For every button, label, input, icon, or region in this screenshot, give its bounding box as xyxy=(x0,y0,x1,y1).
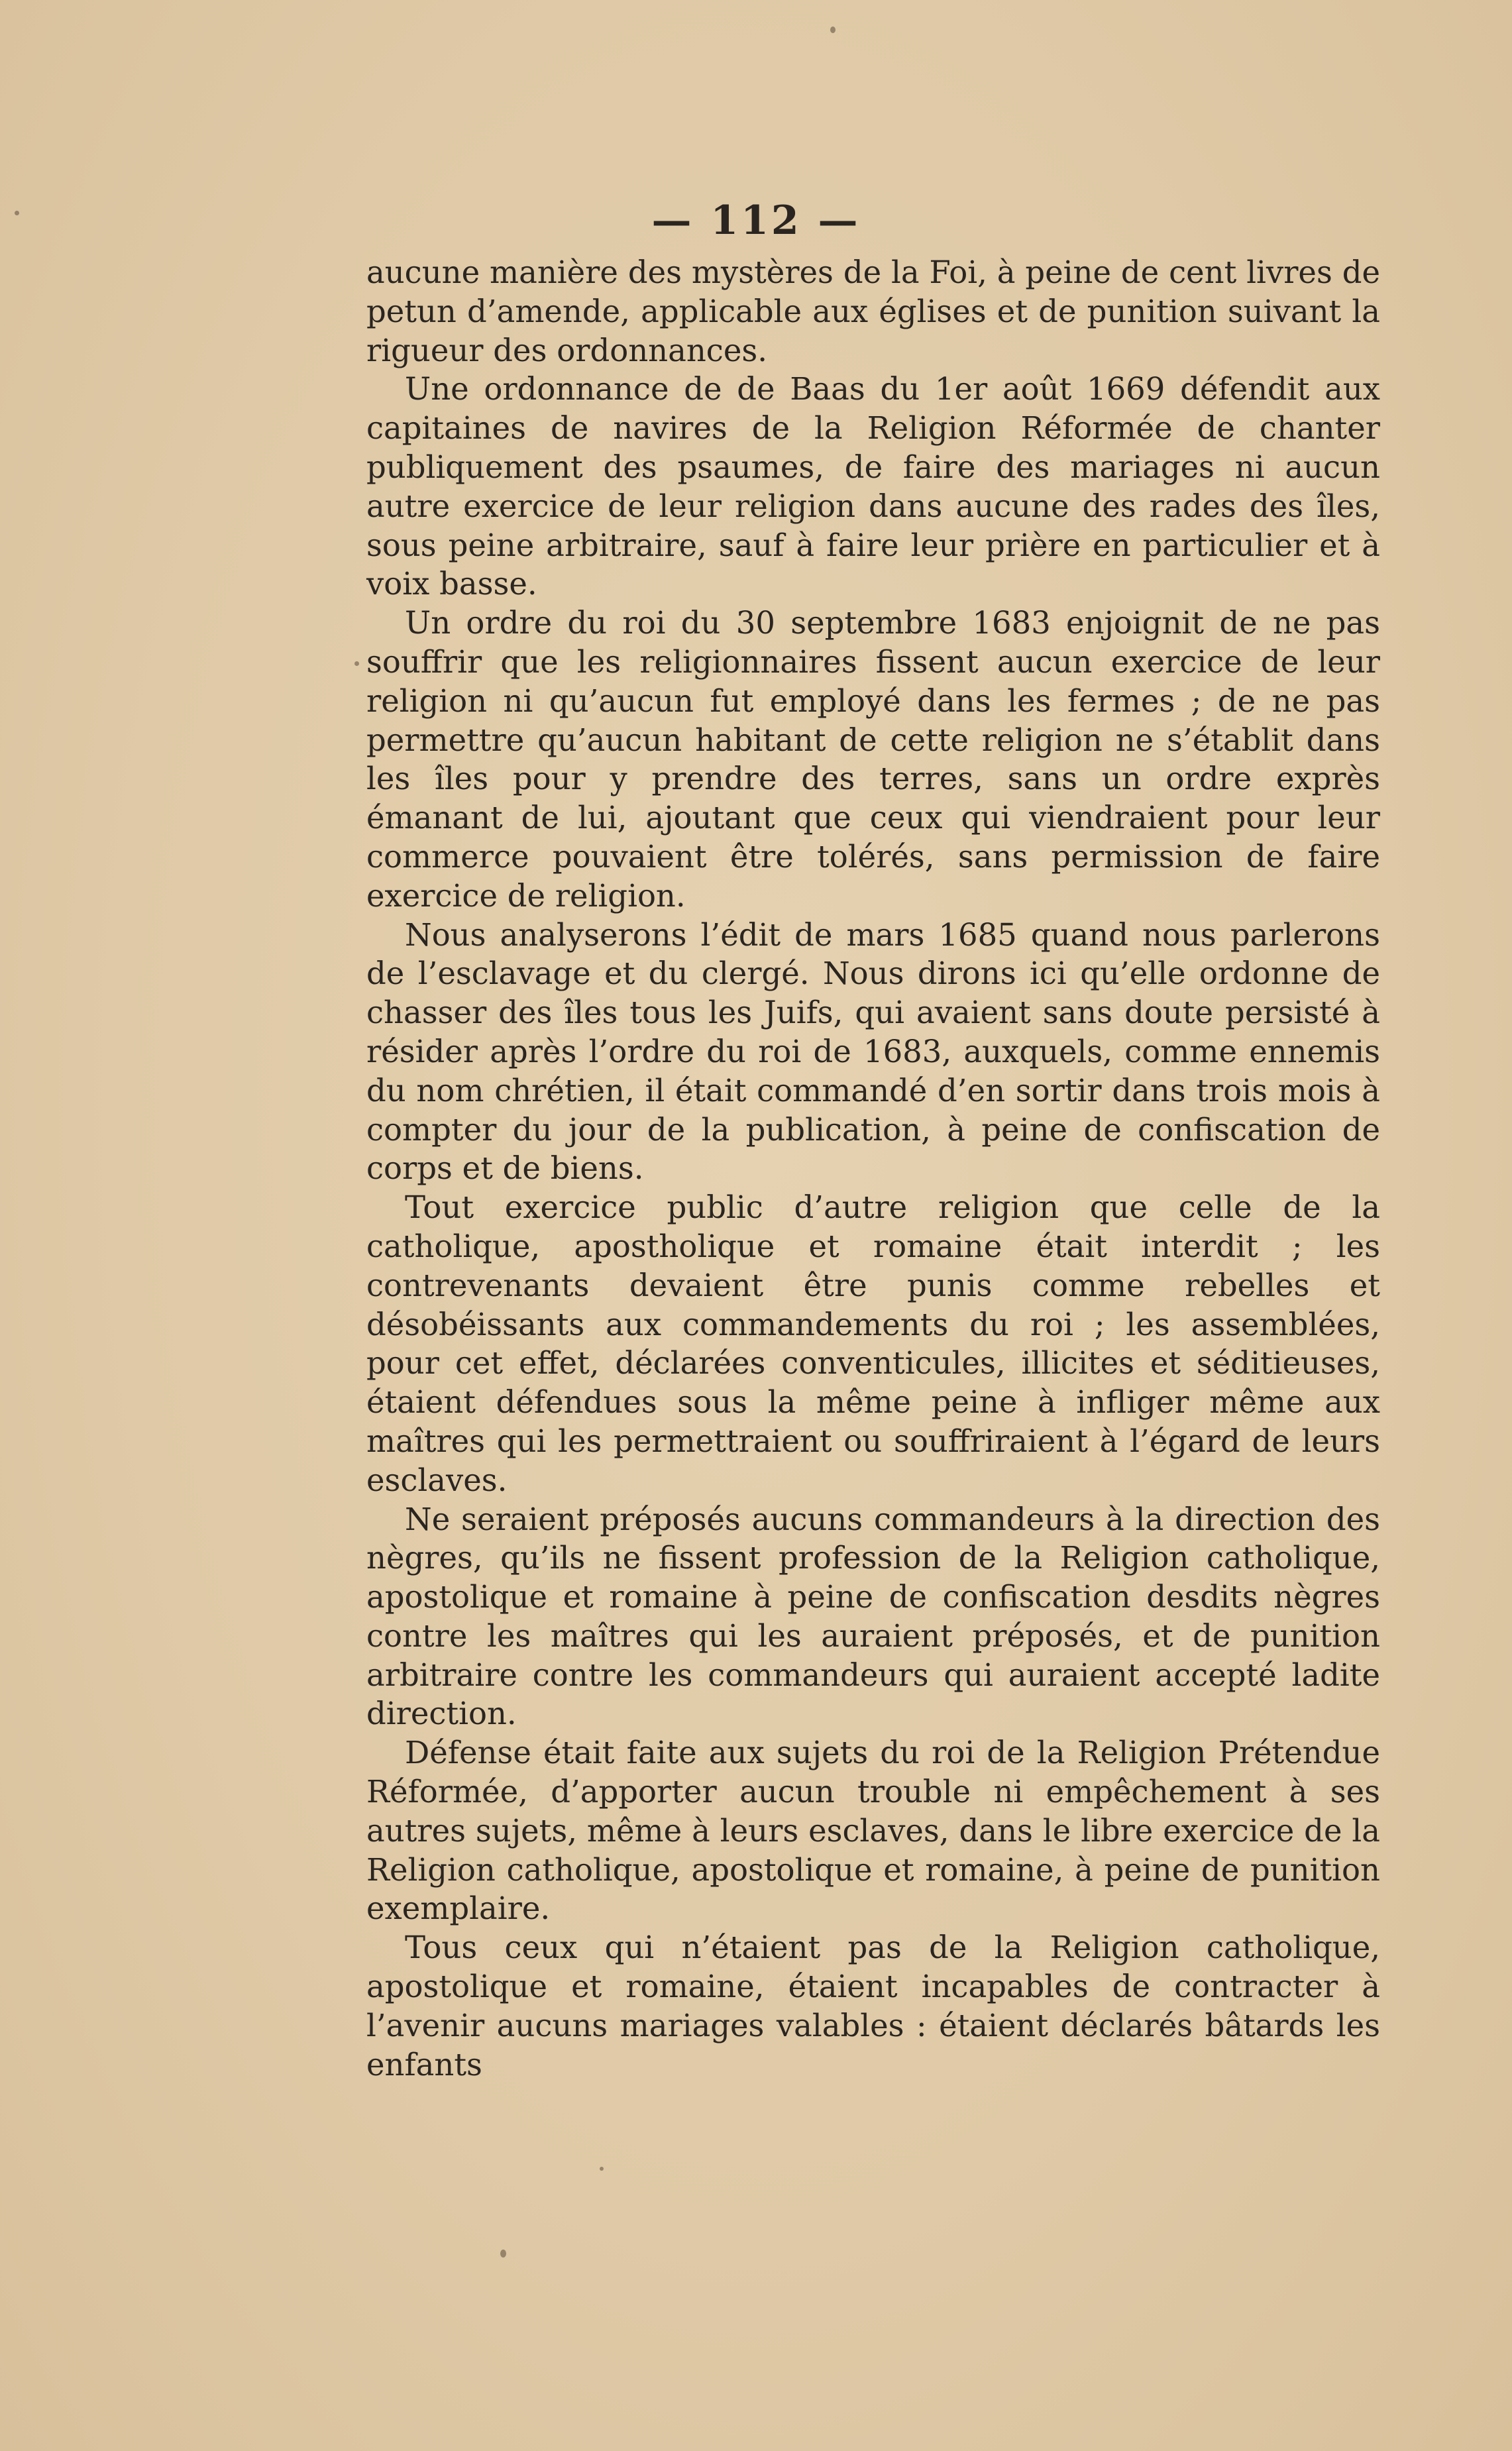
paper-speck xyxy=(600,2167,604,2171)
paper-speck xyxy=(354,661,359,666)
body-text xyxy=(366,253,1380,2084)
paragraph: Un ordre du roi du 30 septembre 1683 enjoignit de ne pas souffrir que les religionnaires fissent aucun exercice de leur religion ni qu’aucun fut employé dans les fermes ; de ne pas permettre qu’aucun habitant de cette religion ne s’établit dans les îles pour y prendre des terres, sans un ordre exprès émanant de lui, ajoutant que ceux qui viendraient pour leur commerce pouvaient être tolérés, sans permission de faire exercice de religion. xyxy=(366,605,1380,914)
paragraph: Tous ceux qui n’étaient pas de la Religion catholique, apostolique et romaine, étaient incapables de contracter à l’avenir aucuns mariages valables : étaient déclarés bâtards les enfants xyxy=(366,1930,1380,2083)
page-number: — 112 — xyxy=(651,197,861,244)
paragraph: Une ordonnance de de Baas du 1er août 1669 défendit aux capitaines de navires de la Religion Réformée de chanter publiquement des psaumes, de faire des mariages ni aucun autre exercice de leur religion dans aucune des rades des îles, sous peine arbitraire, sauf à faire leur prière en particulier et à voix basse. xyxy=(366,371,1380,602)
paragraph: Nous analyserons l’édit de mars 1685 quand nous parlerons de l’esclavage et du clergé. Nous dirons ici qu’elle ordonne de chasser des îles tous les Juifs, qui avaient sans doute persisté à résider après l’ordre du roi de 1683, auxquels, comme ennemis du nom chrétien, il était commandé d’en sortir dans trois mois à compter du jour de la publication, à peine de confiscation de corps et de biens. xyxy=(366,916,1380,1187)
paper-speck xyxy=(830,27,836,33)
paragraph: Tout exercice public d’autre religion que celle de la catholique, apostholique et romaine était interdit ; les contrevenants devaient être punis comme rebelles et désobéissants aux commandements du roi ; les assemblées, pour cet effet, déclarées conventicules, illicites et séditieuses, étaient défendues sous la même peine à infliger même aux maîtres qui les permettraient ou souffriraient à l’égard de leurs esclaves. xyxy=(366,1189,1380,1498)
paper-speck xyxy=(15,211,19,215)
paragraph: Défense était faite aux sujets du roi de la Religion Prétendue Réformée, d’apporter aucun trouble ni empêchement à ses autres sujets, même à leurs esclaves, dans le libre exercice de la Religion catholique, apostolique et romaine, à peine de punition exemplaire. xyxy=(366,1735,1380,1927)
paper-speck xyxy=(500,2250,506,2258)
paragraph: aucune manière des mystères de la Foi, à peine de cent livres de petun d’amende, applicable aux églises et de punition suivant la rigueur des ordonnances. xyxy=(366,254,1380,368)
paragraph: Ne seraient préposés aucuns commandeurs à la direction des nègres, qu’ils ne fissent profession de la Religion catholique, apostolique et romaine à peine de confiscation desdits nègres contre les maîtres qui les auraient préposés, et de punition arbitraire contre les commandeurs qui auraient accepté ladite direction. xyxy=(366,1501,1380,1732)
